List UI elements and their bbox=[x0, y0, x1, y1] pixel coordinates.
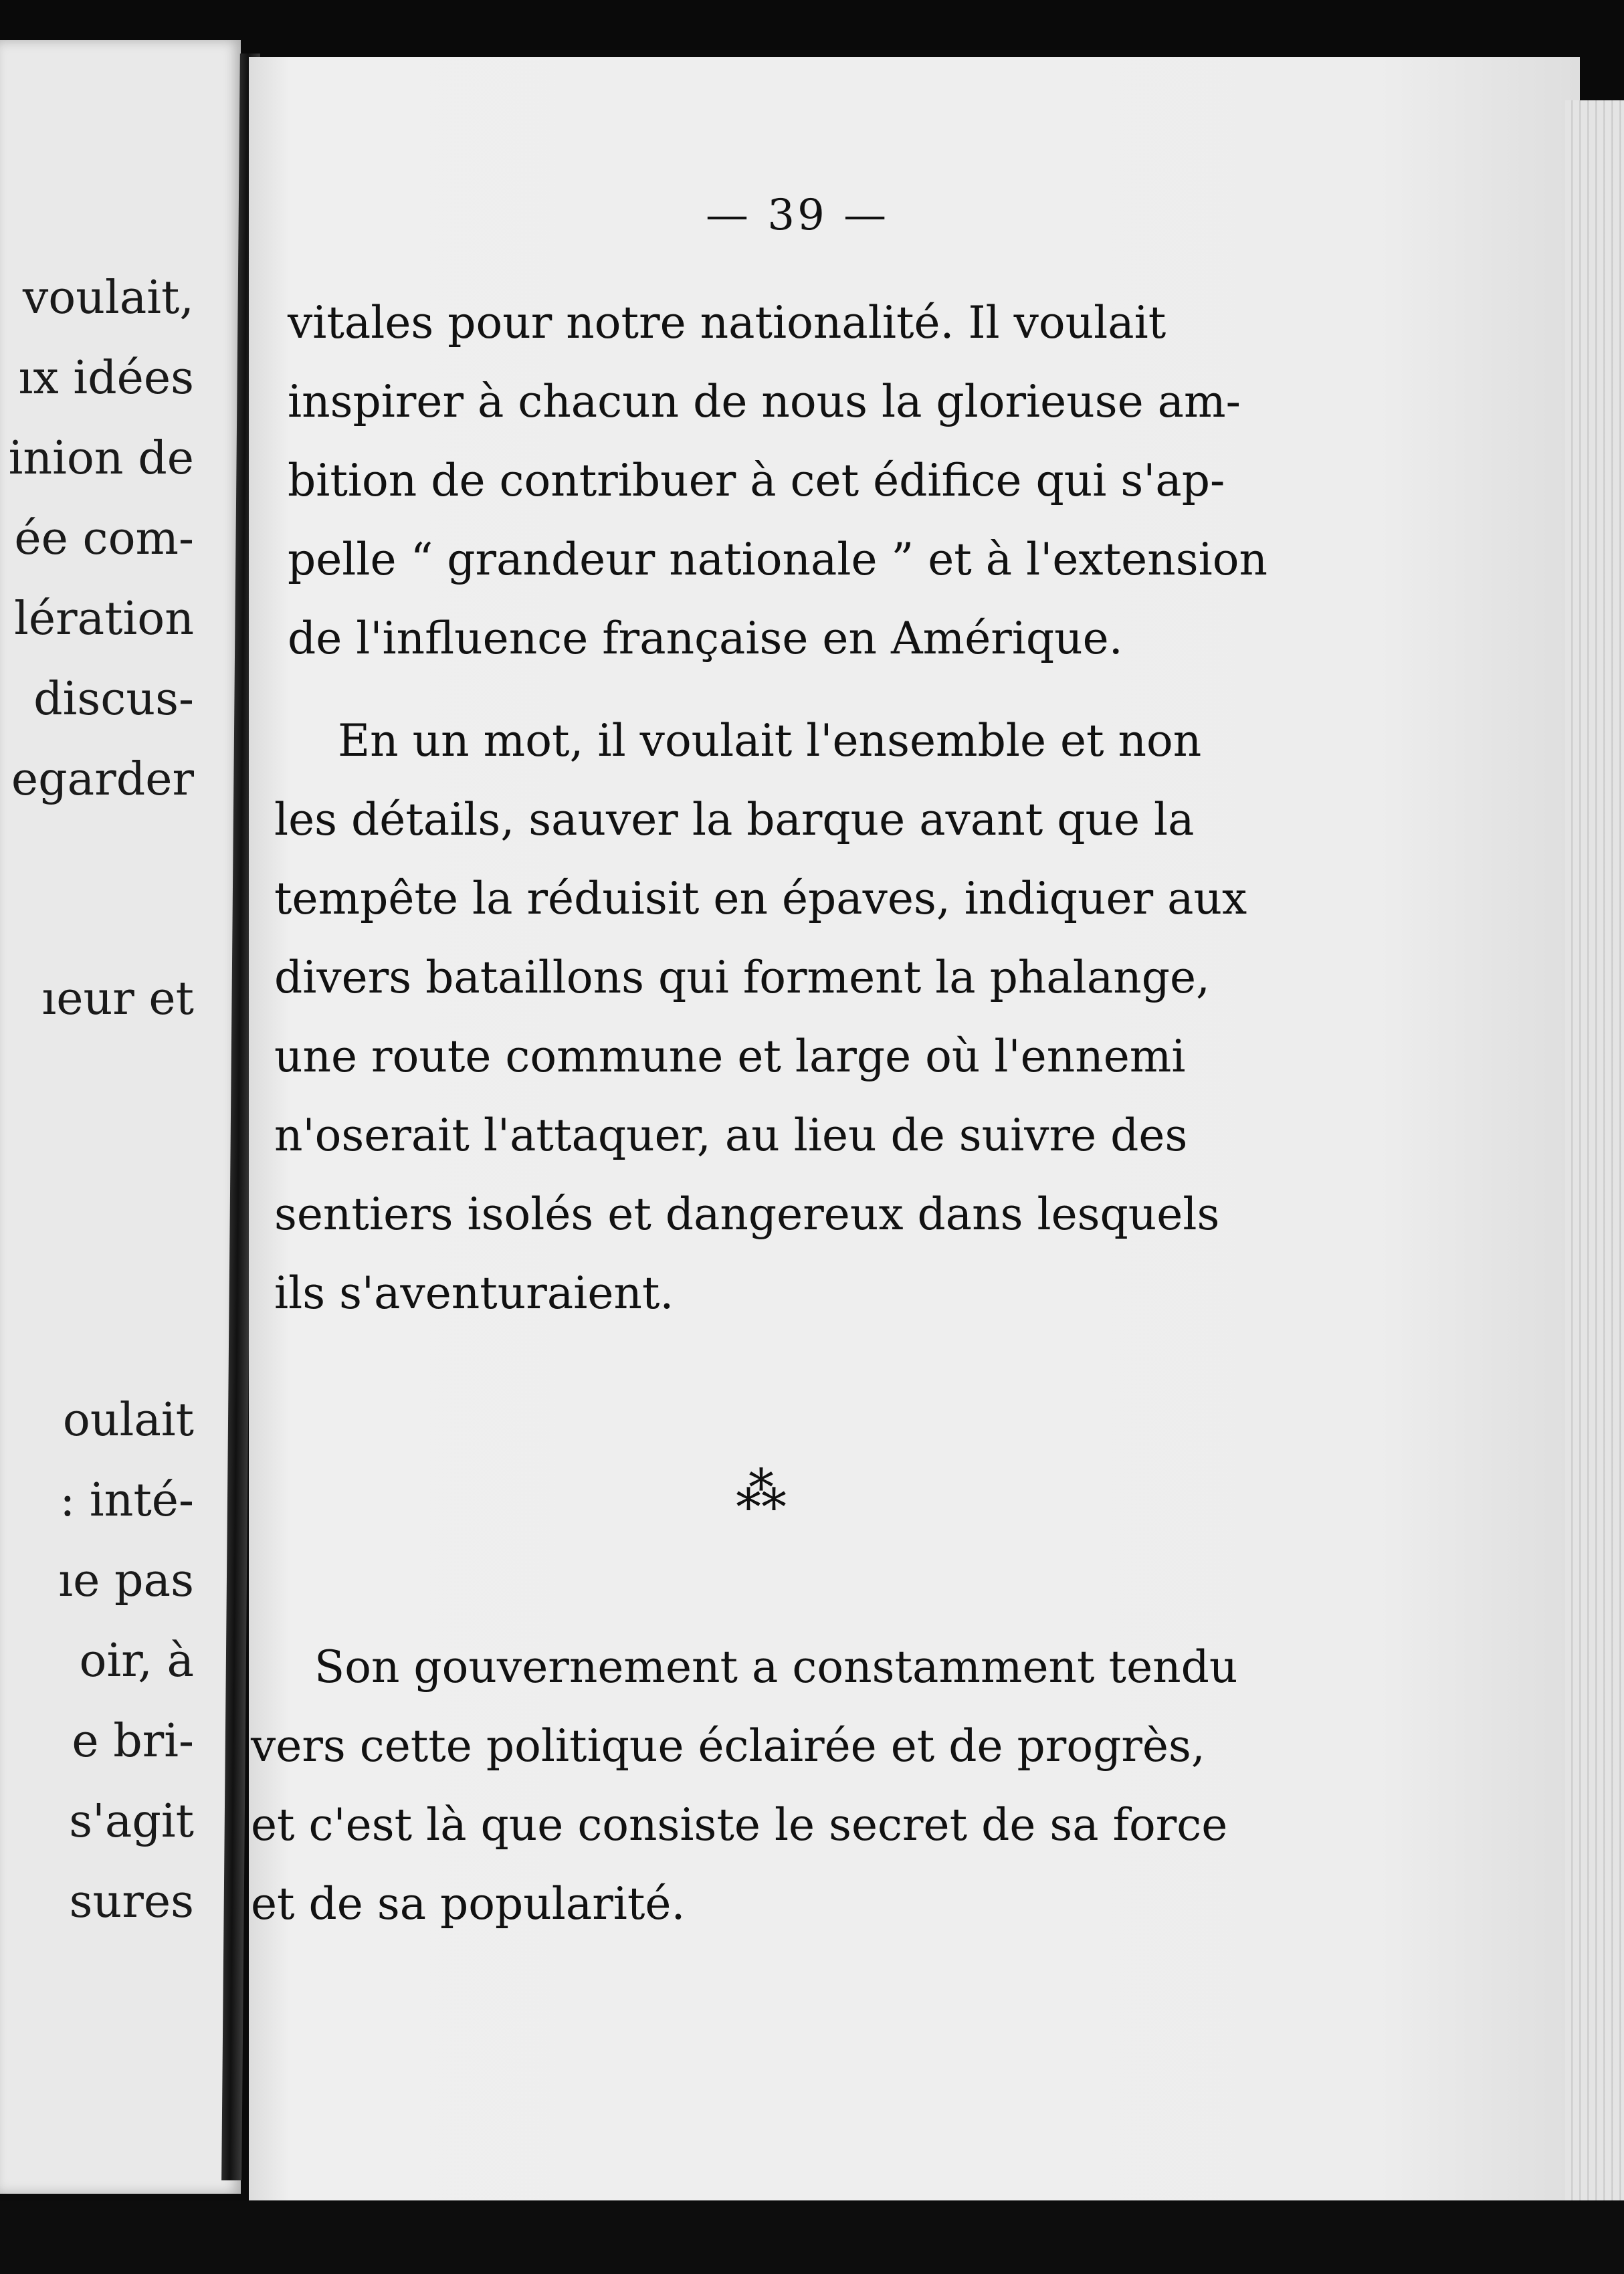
left-page-line: inion de bbox=[8, 432, 194, 485]
text-line: sentiers isolés et dangereux dans lesquels bbox=[274, 1188, 1220, 1240]
text-line: vers cette politique éclairée et de progrès, bbox=[251, 1720, 1205, 1772]
text-line: inspirer à chacun de nous la glorieuse am- bbox=[288, 376, 1241, 427]
left-page-line: ıx idées bbox=[18, 352, 194, 405]
text-line: une route commune et large où l'ennemi bbox=[274, 1031, 1186, 1082]
section-ornament: ⁂ bbox=[736, 1461, 791, 1521]
left-page-line: oulait bbox=[62, 1394, 194, 1447]
text-line: n'oserait l'attaquer, au lieu de suivre des bbox=[274, 1110, 1188, 1161]
text-line: les détails, sauver la barque avant que la bbox=[274, 794, 1195, 845]
page-number: — 39 — bbox=[706, 191, 890, 240]
left-page-line: e bri- bbox=[72, 1715, 194, 1768]
left-page-line: egarder bbox=[11, 753, 194, 806]
text-line: En un mot, il voulait l'ensemble et non bbox=[338, 715, 1202, 766]
text-line: ils s'aventuraient. bbox=[274, 1267, 674, 1319]
text-line: Son gouvernement a constamment tendu bbox=[314, 1641, 1238, 1693]
page-stack-edge bbox=[1565, 100, 1624, 2207]
left-page-line: discus- bbox=[33, 673, 194, 726]
text-line: tempête la réduisit en épaves, indiquer aux bbox=[274, 873, 1247, 924]
text-line: et c'est là que consiste le secret de sa force bbox=[251, 1799, 1228, 1851]
left-page-line: lération bbox=[14, 593, 194, 645]
left-page-line: oir, à bbox=[79, 1635, 194, 1687]
text-line: bition de contribuer à cet édifice qui s'ap- bbox=[288, 455, 1225, 506]
text-line: divers bataillons qui forment la phalange, bbox=[274, 952, 1210, 1003]
scan-border bbox=[0, 2200, 1624, 2274]
text-line: vitales pour notre nationalité. Il voulait bbox=[288, 297, 1166, 348]
previous-page bbox=[0, 40, 241, 2194]
left-page-line: ıeur et bbox=[41, 972, 194, 1025]
text-line: de l'influence française en Amérique. bbox=[288, 613, 1123, 664]
text-line: et de sa popularité. bbox=[251, 1878, 686, 1930]
left-page-line: sures bbox=[69, 1875, 194, 1928]
left-page-line: ée com- bbox=[14, 512, 194, 565]
left-page-line: voulait, bbox=[22, 272, 194, 324]
left-page-line: ıe pas bbox=[58, 1554, 194, 1607]
left-page-line: : inté- bbox=[60, 1474, 194, 1527]
left-page-line: s'agit bbox=[69, 1795, 194, 1848]
text-line: pelle “ grandeur nationale ” et à l'extension bbox=[288, 534, 1267, 585]
